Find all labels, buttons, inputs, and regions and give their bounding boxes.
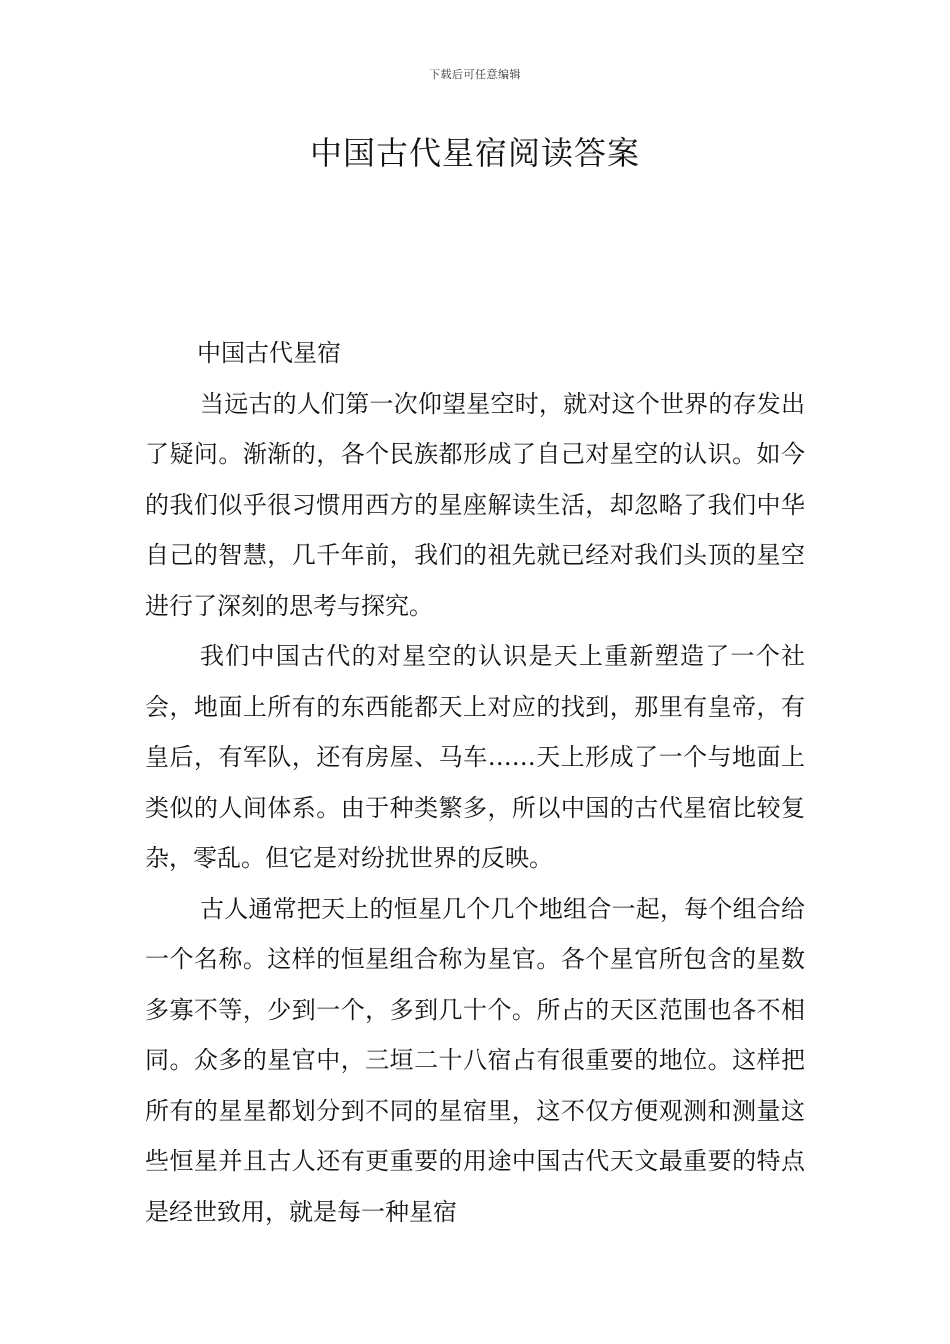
paragraph: 当远古的人们第一次仰望星空时，就对这个世界的存发出了疑问。渐渐的，各个民族都形成了自己对星空的认识。如今的我们似乎很习惯用西方的星座解读生活，却忽略了我们中华自己的智慧，几千年前，我们的祖先就已经对我们头顶的星空进行了深刻的思考与探究。	[145, 389, 805, 620]
document-body	[145, 328, 805, 1237]
header-note: 下载后可任意编辑	[429, 68, 521, 81]
paragraph: 我们中国古代的对星空的认识是天上重新塑造了一个社会，地面上所有的东西能都天上对应的找到，那里有皇帝，有皇后，有军队，还有房屋、马车……天上形成了一个与地面上类似的人间体系。由于种类繁多，所以中国的古代星宿比较复杂，零乱。但它是对纷扰世界的反映。	[145, 642, 805, 872]
paragraph: 古人通常把天上的恒星几个几个地组合一起，每个组合给一个名称。这样的恒星组合称为星官。各个星官所包含的星数多寡不等，少到一个，多到几十个。所占的天区范围也各不相同。众多的星官中，三垣二十八宿占有很重要的地位。这样把所有的星星都划分到不同的星宿里，这不仅方便观测和测量这些恒星并且古人还有更重要的用途中国古代天文最重要的特点是经世致用，就是每一种星宿	[145, 894, 805, 1226]
document-title: 中国古代星宿阅读答案	[309, 134, 640, 172]
section-heading: 中国古代星宿	[197, 339, 341, 367]
